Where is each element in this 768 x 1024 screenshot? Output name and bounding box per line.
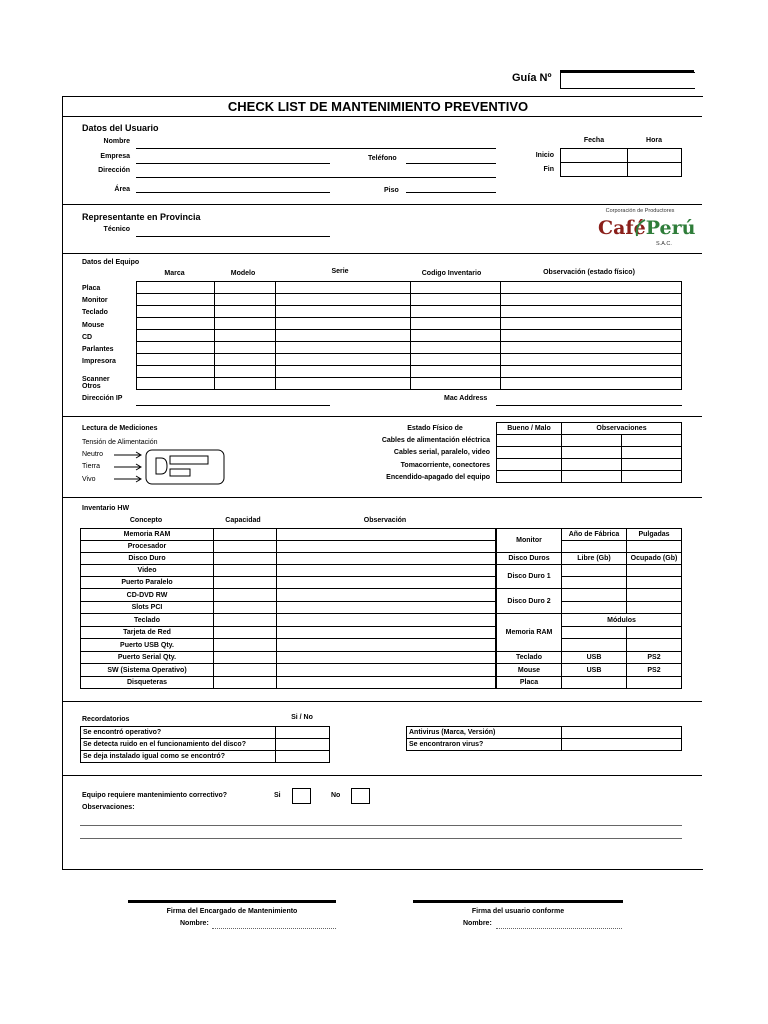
hw-row: Puerto Serial Qty.: [81, 652, 214, 664]
estado-header: Estado Físico de: [407, 425, 463, 432]
col-modelo: Modelo: [230, 270, 256, 277]
hw-discos: Disco Duros: [497, 553, 562, 565]
signature-left-line[interactable]: [128, 900, 336, 903]
equipment-cell[interactable]: [411, 330, 501, 342]
fecha-header: Fecha: [583, 137, 605, 144]
hw-monitor: Monitor: [497, 529, 562, 553]
hw-right-cell[interactable]: [562, 541, 627, 553]
hw-cell[interactable]: [214, 577, 277, 589]
observaciones-line-1[interactable]: [80, 825, 682, 826]
measure-divider: [62, 497, 702, 498]
item-scanner: Scanner: [82, 376, 110, 383]
equipment-cell[interactable]: [411, 306, 501, 318]
equipment-cell[interactable]: [411, 378, 501, 390]
observaciones-line-2[interactable]: [80, 838, 682, 839]
hw-row: Slots PCI: [81, 602, 214, 614]
hw-divider: [62, 701, 702, 702]
hw-placa: Placa: [497, 677, 562, 689]
equipment-cell[interactable]: [411, 318, 501, 330]
hw-cell[interactable]: [277, 553, 496, 565]
corrective-si-checkbox[interactable]: [292, 788, 311, 804]
measure-cell[interactable]: [497, 459, 562, 471]
equipment-cell[interactable]: [137, 318, 215, 330]
equipment-cell[interactable]: [276, 282, 411, 294]
coffee-bean-icon: [634, 219, 648, 237]
item-mouse: Mouse: [82, 322, 105, 329]
equipment-cell[interactable]: [276, 294, 411, 306]
hw-cell[interactable]: [277, 541, 496, 553]
area-label: Área: [114, 186, 130, 193]
reminder-q: Se deja instalado igual como se encontró?: [81, 751, 276, 763]
item-teclado: Teclado: [82, 309, 108, 316]
hw-right-cell[interactable]: [562, 627, 627, 639]
equipment-cell[interactable]: [276, 318, 411, 330]
hw-right-cell[interactable]: [562, 677, 627, 689]
hw-right-cell[interactable]: [562, 589, 627, 602]
equipment-cell[interactable]: [276, 342, 411, 354]
hw-right-cell[interactable]: [562, 639, 627, 652]
logo-name-a: Café: [598, 217, 646, 239]
tierra-label: Tierra: [82, 463, 101, 470]
tecnico-label: Técnico: [103, 226, 130, 233]
signature-right-nombre: Nombre:: [463, 920, 492, 927]
piso-field[interactable]: [406, 192, 496, 193]
hw-cell[interactable]: [214, 529, 277, 541]
hw-anio: Año de Fábrica: [562, 529, 627, 541]
inicio-hora-cell[interactable]: [628, 149, 682, 163]
item-monitor: Monitor: [82, 297, 108, 304]
equipment-section-title: Datos del Equipo: [82, 259, 140, 266]
empresa-field[interactable]: [136, 163, 330, 164]
hw-cell[interactable]: [214, 639, 277, 652]
equipment-cell[interactable]: [137, 342, 215, 354]
hw-right-cell[interactable]: [627, 639, 682, 652]
measure-row-3: Encendido-apagado del equipo: [386, 474, 490, 481]
hw-cell[interactable]: [277, 577, 496, 589]
signature-right-line[interactable]: [413, 900, 623, 903]
item-placa: Placa: [82, 285, 101, 292]
equipment-cell[interactable]: [137, 354, 215, 366]
hw-cell[interactable]: [214, 614, 277, 627]
reminder-answer[interactable]: [562, 739, 682, 751]
fin-hora-cell[interactable]: [628, 163, 682, 177]
equipment-cell[interactable]: [215, 282, 276, 294]
hw-col-observacion: Observación: [363, 517, 407, 524]
equipment-cell[interactable]: [215, 306, 276, 318]
hora-header: Hora: [646, 137, 662, 144]
measure-cell[interactable]: [562, 459, 622, 471]
hw-col-concepto: Concepto: [129, 517, 163, 524]
hw-right-table: [496, 528, 682, 689]
equipment-cell[interactable]: [411, 282, 501, 294]
equipment-cell[interactable]: [215, 354, 276, 366]
measure-cell[interactable]: [497, 447, 562, 459]
measure-cell[interactable]: [497, 471, 562, 483]
logo-tagline: Corporación de Productores: [605, 208, 675, 214]
measure-cell[interactable]: [562, 471, 622, 483]
reminders-right-table: [406, 726, 682, 751]
nombre-label: Nombre: [103, 138, 130, 145]
neutro-label: Neutro: [82, 451, 104, 458]
equipment-cell[interactable]: [137, 330, 215, 342]
col-codigo: Codigo Inventario: [421, 270, 482, 277]
hw-row: Teclado: [81, 614, 214, 627]
hw-pulgadas: Pulgadas: [627, 529, 682, 541]
hw-right-spacer: [497, 639, 562, 652]
reminder-q: Antivirus (Marca, Versión): [407, 727, 562, 739]
hw-mouse-ps2: PS2: [627, 664, 682, 677]
signature-left-nombre: Nombre:: [180, 920, 209, 927]
empresa-label: Empresa: [100, 153, 130, 160]
equipment-divider: [62, 416, 702, 417]
company-logo: [594, 208, 696, 254]
equipment-cell[interactable]: [411, 294, 501, 306]
item-cd: CD: [82, 334, 93, 341]
hw-right-cell[interactable]: [627, 589, 682, 602]
tecnico-field[interactable]: [136, 236, 330, 237]
col-serie: Serie: [331, 268, 349, 275]
equipment-cell[interactable]: [501, 282, 682, 294]
tension-label: Tensión de Alimentación: [82, 439, 158, 446]
reminder-answer[interactable]: [276, 751, 330, 763]
hw-cell[interactable]: [277, 614, 496, 627]
equipment-cell[interactable]: [215, 330, 276, 342]
ip-label: Dirección IP: [82, 395, 123, 402]
item-parlantes: Parlantes: [82, 346, 114, 353]
hw-disco2: Disco Duro 2: [497, 589, 562, 614]
signature-right-label: Firma del usuario conforme: [471, 908, 565, 915]
hw-table: [80, 528, 496, 689]
hw-row: Procesador: [81, 541, 214, 553]
telefono-label: Teléfono: [368, 155, 397, 162]
equipment-cell[interactable]: [501, 306, 682, 318]
bueno-header: Bueno / Malo: [497, 423, 562, 435]
rep-divider: [62, 253, 702, 254]
rep-section-title: Representante en Provincia: [82, 212, 201, 222]
hw-cell[interactable]: [277, 639, 496, 652]
hw-row: CD-DVD RW: [81, 589, 214, 602]
equipment-cell[interactable]: [411, 366, 501, 378]
obs-header: Observaciones: [562, 423, 682, 435]
equipment-cell[interactable]: [215, 366, 276, 378]
equipment-cell[interactable]: [411, 342, 501, 354]
measure-cell[interactable]: [497, 435, 562, 447]
hw-cell[interactable]: [214, 664, 277, 677]
equipment-cell[interactable]: [276, 306, 411, 318]
reminder-answer[interactable]: [562, 727, 682, 739]
hw-right-cell[interactable]: [562, 602, 627, 614]
measure-cell[interactable]: [622, 447, 682, 459]
reminder-q: Se detecta ruido en el funcionamiento del disco?: [81, 739, 276, 751]
mac-field[interactable]: [496, 405, 682, 406]
reminders-left-table: [80, 726, 330, 763]
user-divider: [62, 204, 702, 205]
hw-cell[interactable]: [277, 565, 496, 577]
hw-col-capacidad: Capacidad: [225, 517, 261, 524]
nombre-field[interactable]: [136, 148, 496, 149]
equipment-cell[interactable]: [137, 306, 215, 318]
hw-cell[interactable]: [214, 553, 277, 565]
hw-right-spacer: [497, 614, 562, 627]
hw-disco1: Disco Duro 1: [497, 565, 562, 589]
item-impresora: Impresora: [82, 358, 116, 365]
direccion-field[interactable]: [136, 177, 496, 178]
hw-row: Puerto Paralelo: [81, 577, 214, 589]
hw-cell[interactable]: [214, 677, 277, 689]
equipment-cell[interactable]: [137, 282, 215, 294]
hw-cell[interactable]: [277, 589, 496, 602]
guide-number-field[interactable]: [560, 72, 695, 89]
measure-cell[interactable]: [622, 435, 682, 447]
hw-mouse-usb: USB: [562, 664, 627, 677]
sino-header: Si / No: [291, 714, 313, 721]
fin-label: Fin: [543, 166, 554, 173]
inicio-label: Inicio: [535, 152, 554, 159]
equipment-cell[interactable]: [137, 294, 215, 306]
equipment-cell[interactable]: [276, 378, 411, 390]
hw-ocupado: Ocupado (Gb): [627, 553, 682, 565]
measure-row-1: Cables serial, paralelo, video: [393, 449, 490, 456]
hw-right-cell[interactable]: [627, 602, 682, 614]
measure-table: [496, 422, 682, 483]
measure-cell[interactable]: [622, 459, 682, 471]
measure-row-0: Cables de alimentación eléctrica: [381, 437, 490, 444]
inicio-fecha-cell[interactable]: [561, 149, 628, 163]
equipment-cell[interactable]: [137, 378, 215, 390]
measure-section-title: Lectura de Mediciones: [82, 425, 158, 432]
equipment-cell[interactable]: [276, 354, 411, 366]
equipment-cell[interactable]: [501, 294, 682, 306]
reminder-answer[interactable]: [276, 727, 330, 739]
equipment-cell[interactable]: [276, 366, 411, 378]
equipment-cell[interactable]: [501, 354, 682, 366]
hw-cell[interactable]: [277, 627, 496, 639]
hw-right-cell[interactable]: [627, 627, 682, 639]
hw-row: Puerto USB Qty.: [81, 639, 214, 652]
measure-cell[interactable]: [622, 471, 682, 483]
corrective-question: Equipo requiere mantenimiento correctivo?: [82, 792, 228, 799]
fin-fecha-cell[interactable]: [561, 163, 628, 177]
hw-row: Video: [81, 565, 214, 577]
user-section-title: Datos del Usuario: [82, 123, 159, 133]
reminders-divider: [62, 775, 702, 776]
hw-row: SW (Sistema Operativo): [81, 664, 214, 677]
equipment-table: [136, 281, 682, 390]
area-field[interactable]: [136, 192, 330, 193]
hw-teclado-ps2: PS2: [627, 652, 682, 664]
reminders-section-title: Recordatorios: [82, 716, 130, 723]
observaciones-label: Observaciones:: [82, 804, 135, 811]
hw-cell[interactable]: [277, 677, 496, 689]
telefono-field[interactable]: [406, 163, 496, 164]
outlet-diagram-icon: [112, 448, 228, 488]
reminder-q: Se encontraron virus?: [407, 739, 562, 751]
hw-row: Memoria RAM: [81, 529, 214, 541]
hw-mouse: Mouse: [497, 664, 562, 677]
hw-cell[interactable]: [214, 541, 277, 553]
measure-cell[interactable]: [562, 435, 622, 447]
vivo-label: Vivo: [82, 476, 96, 483]
hw-right-cell[interactable]: [627, 565, 682, 577]
fecha-hora-table: [560, 148, 682, 177]
equipment-cell[interactable]: [276, 330, 411, 342]
corrective-si-label: Si: [274, 792, 281, 799]
hw-modulos: Módulos: [562, 614, 682, 627]
hw-right-cell[interactable]: [627, 577, 682, 589]
signature-right-name-field[interactable]: [496, 928, 622, 929]
direccion-label: Dirección: [98, 167, 130, 174]
equipment-cell[interactable]: [215, 318, 276, 330]
equipment-cell[interactable]: [501, 342, 682, 354]
hw-libre: Libre (Gb): [562, 553, 627, 565]
equipment-cell[interactable]: [411, 354, 501, 366]
col-marca: Marca: [164, 270, 185, 277]
hw-right-cell[interactable]: [562, 577, 627, 589]
hw-right-cell[interactable]: [627, 677, 682, 689]
hw-section-title: Inventario HW: [82, 505, 130, 512]
hw-cell[interactable]: [214, 627, 277, 639]
hw-teclado-usb: USB: [562, 652, 627, 664]
equipment-cell[interactable]: [501, 318, 682, 330]
mac-label: Mac Address: [444, 395, 488, 402]
ip-field[interactable]: [136, 405, 330, 406]
guide-label: Guía Nº: [512, 72, 552, 84]
equipment-cell[interactable]: [137, 366, 215, 378]
equipment-cell[interactable]: [215, 294, 276, 306]
measure-row-2: Tomacorriente, conectores: [400, 462, 490, 469]
signature-left-name-field[interactable]: [212, 928, 336, 929]
hw-teclado: Teclado: [497, 652, 562, 664]
hw-right-cell[interactable]: [627, 541, 682, 553]
equipment-cell[interactable]: [215, 342, 276, 354]
title-divider: [62, 116, 702, 117]
piso-label: Piso: [384, 187, 399, 194]
hw-right-cell[interactable]: [562, 565, 627, 577]
reminder-answer[interactable]: [276, 739, 330, 751]
logo-suffix: S.A.C.: [656, 241, 672, 247]
signature-left-label: Firma del Encargado de Mantenimiento: [166, 908, 298, 915]
hw-memoria: Memoria RAM: [497, 627, 562, 639]
hw-row: Tarjeta de Red: [81, 627, 214, 639]
hw-cell[interactable]: [214, 652, 277, 664]
reminder-q: Se encontró operativo?: [81, 727, 276, 739]
item-otros: Otros: [82, 383, 101, 390]
hw-cell[interactable]: [277, 652, 496, 664]
page-title: CHECK LIST DE MANTENIMIENTO PREVENTIVO: [227, 99, 529, 114]
hw-row: Disqueteras: [81, 677, 214, 689]
hw-cell[interactable]: [214, 565, 277, 577]
equipment-cell[interactable]: [501, 378, 682, 390]
logo-name-b: Perú: [645, 217, 696, 239]
hw-row: Disco Duro: [81, 553, 214, 565]
equipment-cell[interactable]: [215, 378, 276, 390]
hw-cell[interactable]: [277, 529, 496, 541]
hw-cell[interactable]: [277, 602, 496, 614]
equipment-cell[interactable]: [501, 330, 682, 342]
hw-cell[interactable]: [214, 589, 277, 602]
measure-cell[interactable]: [562, 447, 622, 459]
equipment-cell[interactable]: [501, 366, 682, 378]
col-observacion: Observación (estado físico): [543, 269, 635, 276]
hw-cell[interactable]: [214, 602, 277, 614]
hw-cell[interactable]: [277, 664, 496, 677]
corrective-no-checkbox[interactable]: [351, 788, 370, 804]
corrective-no-label: No: [331, 792, 341, 799]
